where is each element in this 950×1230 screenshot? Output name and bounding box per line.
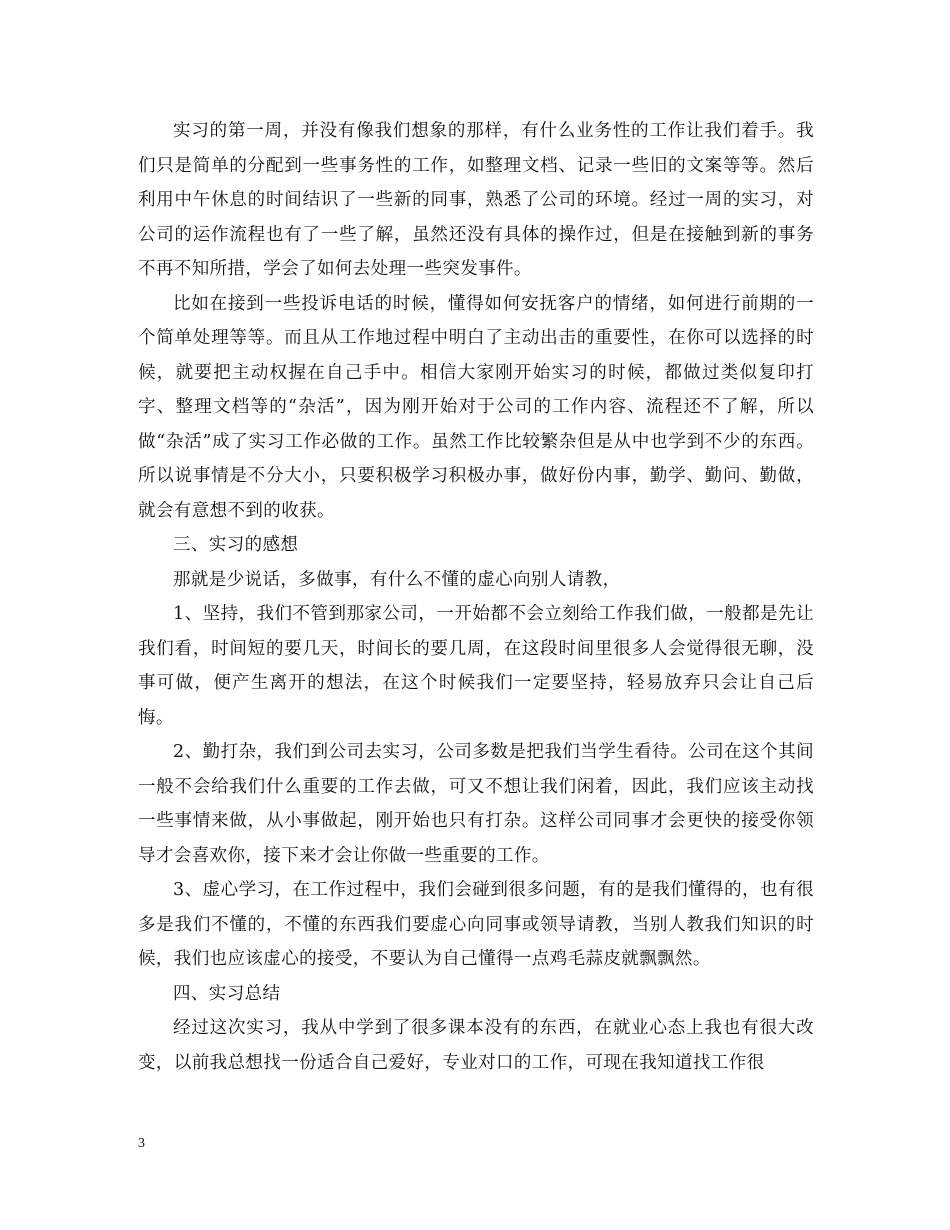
paragraph-first-week: 实习的第一周，并没有像我们想象的那样，有什么业务性的工作让我们着手。我们只是简单的分配到一些事务性的工作，如整理文档、记录一些旧的文案等等。然后利用中午休息的时间结识了一些新的同事，熟悉了公司的环境。经过一周的实习，对公司的运作流程也有了一些了解，虽然还没有具体的操作过，但是在接触到新的事务不再不知所措，学会了如何去处理一些突发事件。 xyxy=(138,121,814,279)
paragraph-persistence: 1、坚持，我们不管到那家公司，一开始都不会立刻给工作我们做，一般都是先让我们看，时间短的要几天，时间长的要几周，在这段时间里很多人会觉得很无聊，没事可做，便产生离开的想法，在这个时候我们一定要坚持，轻易放弃只会让自己后悔。 xyxy=(138,604,814,728)
section-heading-reflections: 三、实习的感想 xyxy=(173,535,299,555)
section-heading-summary: 四、实习总结 xyxy=(173,983,281,1004)
paragraph-humble-learning: 3、虚心学习，在工作过程中，我们会碰到很多问题，有的是我们懂得的，也有很多是我们不懂的，不懂的东西我们要虚心向同事或领导请教，当别人教我们知识的时候，我们也应该虚心的接受，不要认为自己懂得一点鸡毛蒜皮就飘飘然。 xyxy=(138,880,814,969)
paragraph-reflections-intro: 那就是少说话，多做事，有什么不懂的虚心向别人请教， xyxy=(173,569,621,590)
paragraph-odd-jobs: 2、勤打杂，我们到公司去实习，公司多数是把我们当学生看待。公司在这个其间一般不会给我们什么重要的工作去做，可又不想让我们闲着，因此，我们应该主动找一些事情来做，从小事做起，刚开始也只有打杂。这样公司同事才会更快的接受你领导才会喜欢你，接下来才会让你做一些重要的工作。 xyxy=(138,742,814,866)
paragraph-summary: 经过这次实习，我从中学到了很多课本没有的东西，在就业心态上我也有很大改变，以前我总想找一份适合自己爱好，专业对口的工作，可现在我知道找工作很 xyxy=(138,1018,814,1073)
page-number: 3 xyxy=(138,1136,145,1151)
document-body xyxy=(138,114,814,1080)
paragraph-complaint-calls: 比如在接到一些投诉电话的时候，懂得如何安抚客户的情绪，如何进行前期的一个简单处理等等。而且从工作地过程中明白了主动出击的重要性，在你可以选择的时候，就要把主动权握在自己手中。相信大家刚开始实习的时候，都做过类似复印打字、整理文档等的“杂活”，因为刚开始对于公司的工作内容、流程还不了解，所以做“杂活”成了实习工作必做的工作。虽然工作比较繁杂但是从中也学到不少的东西。所以说事情是不分大小，只要积极学习积极办事，做好份内事，勤学、勤问、勤做，就会有意想不到的收获。 xyxy=(138,293,814,521)
